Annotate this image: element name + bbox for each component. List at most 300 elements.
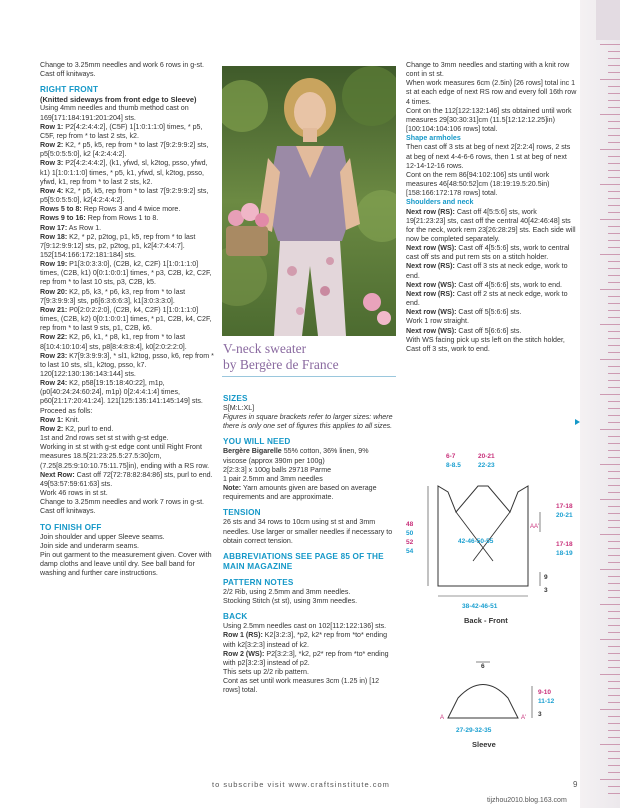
ruler-tick (608, 583, 620, 584)
instruction-text: This sets up 2/2 rib pattern. (223, 667, 309, 676)
row-label: Row 3: (40, 159, 64, 168)
ruler-tick (608, 296, 620, 297)
instruction-text: K2, p5, k3, * p6, k3, rep from * to last 7[9:3:9:9:3] sts, p6[6:3:6:6:3], k1[3:0:3:3:0]. (40, 287, 186, 305)
section-heading: BACK (223, 612, 248, 622)
instruction-text: Cast off 5[6:6:6] sts. (456, 326, 522, 335)
row-label: Row 2: (40, 424, 64, 433)
instruction-text: Join side and underarm seams. (40, 541, 139, 550)
instruction-text: Stocking Stitch (st st), using 3mm needles. (223, 597, 358, 606)
instruction-line (40, 187, 216, 205)
instruction-text: P2[3:2:3], *k2, p2* rep from *to* ending with p2[3:2:3] instead of p2. (223, 649, 389, 667)
ruler-tick (608, 513, 620, 514)
instruction-line (40, 471, 216, 489)
instruction-line (406, 107, 578, 134)
ruler-tick (608, 576, 620, 577)
section-heading: PATTERN NOTES (223, 577, 294, 587)
ruler-tick (608, 443, 620, 444)
row-label: Row 1: (40, 415, 64, 424)
row-label: Next row (WS): (406, 326, 457, 335)
instruction-line (223, 466, 393, 475)
instruction-text: K2, * p2, p2tog, p1, k5, rep from * to last 7[9:12:9:9:12] sts, p2, p2tog, p1, k2[4:7:4:4:7]. 152[154:166:172:181:184] sts. (40, 232, 196, 259)
ruler-tick (600, 639, 620, 640)
row-label: Next Row: (40, 470, 75, 479)
ruler-tick (600, 534, 620, 535)
ruler-tick (600, 79, 620, 80)
row-label: Next row (RS): (406, 289, 455, 298)
ruler-tick (608, 681, 620, 682)
instruction-line (406, 327, 578, 336)
ruler-tick (600, 604, 620, 605)
instruction-line (40, 352, 216, 379)
ruler-tick (608, 401, 620, 402)
ruler-tick (608, 275, 620, 276)
instruction-line (40, 542, 216, 551)
instruction-text: Cast off 5[5:6:6] sts. (456, 308, 522, 317)
instruction-line (40, 498, 216, 507)
instruction-text: Using 2.5mm needles cast on 102[112:122:136] sts. (223, 622, 387, 631)
ruler-tick (608, 548, 620, 549)
ruler-tick (600, 184, 620, 185)
row-label: Row 21: (40, 305, 68, 314)
row-label: Next row (WS): (406, 308, 457, 317)
section-heading: YOU WILL NEED (223, 437, 291, 447)
instruction-line (406, 281, 578, 290)
italic-note: Figures in square brackets refer to larger sizes: where there is only one set of figures this applies to all sizes. (223, 413, 393, 431)
ruler-tick (608, 58, 620, 59)
sleeve-right-a: 9-10 (538, 689, 552, 696)
instruction-line (40, 104, 216, 122)
ruler-tick (608, 422, 620, 423)
instruction-line (223, 484, 393, 502)
ruler-tick (608, 317, 620, 318)
ruler-tick (608, 191, 620, 192)
ruler-tick (608, 667, 620, 668)
ruler-tick (600, 324, 620, 325)
footer-subscribe: to subscribe visit www.craftsinstitute.com (212, 780, 390, 789)
instruction-text: 1st and 2nd rows set st st with g-st edge. (40, 434, 169, 443)
ruler-tick (608, 541, 620, 542)
ruler-tick (608, 408, 620, 409)
instruction-line (40, 379, 216, 406)
instruction-text: When work measures 6cm (2.5in) [26 rows] total inc 1 st at each edge of next RS row and every foll 16th row 4 times. (406, 79, 577, 106)
front-left-b: 50 (406, 530, 414, 537)
instruction-line (40, 533, 216, 542)
ruler-tick (608, 527, 620, 528)
instruction-line (406, 61, 578, 79)
instruction-text: Change to 3.25mm needles and work 6 rows in g-st. (40, 61, 205, 69)
instruction-line (40, 260, 216, 287)
sizes-and-back-column (223, 388, 393, 695)
instruction-text: Cast off 4[5:6:6] sts, work to end. (456, 280, 562, 289)
front-top-c: 20-21 (478, 453, 495, 460)
ruler-tick (608, 793, 620, 794)
ruler-tick (608, 702, 620, 703)
ruler-tick (608, 520, 620, 521)
ruler-tick (608, 86, 620, 87)
instruction-line (406, 79, 578, 106)
front-nine: 9 (544, 574, 548, 581)
instruction-text: Cont on the 112[122:132:146] sts obtained until work measures 29[30:30:31]cm (11.5[12:12:12.25]in) [100:104:104:106 rows] total. (406, 106, 572, 134)
section-heading: TO FINISH OFF (40, 522, 102, 532)
instruction-line (40, 551, 216, 578)
ruler-tick (608, 450, 620, 451)
sleeve-right-c: 3 (538, 711, 542, 718)
ruler-tick (600, 219, 620, 220)
instruction-text: 2/2 Rib, using 2.5mm and 3mm needles. (223, 587, 351, 596)
ruler-tick (608, 331, 620, 332)
instruction-text: Cont as set until work measures 3cm (1.25 in) [12 rows] total. (223, 677, 380, 695)
instruction-text: Change to 3.25mm needles and work 7 rows in g-st. (40, 498, 205, 507)
ruler-tick (600, 44, 620, 45)
title-line-1: V-neck sweater (223, 341, 307, 356)
back-front-caption: Back - Front (464, 616, 508, 625)
ruler-tick (608, 51, 620, 52)
section-subtitle: (Knitted sideways from front edge to Sleeve) (40, 95, 197, 105)
instruction-text: P2[4:2:4:4:2], (C5F) 1[1:0:1:1:0] times, * p5, C5F, rep from * to last 2 sts, k2. (40, 122, 203, 140)
ruler-tick (608, 695, 620, 696)
ruler-tick (608, 366, 620, 367)
pattern-title (223, 341, 395, 372)
ruler-tick (608, 485, 620, 486)
ruler-tick (608, 506, 620, 507)
instruction-line (406, 317, 578, 326)
row-label: Row 18: (40, 232, 68, 241)
front-three: 3 (544, 587, 548, 594)
ruler-tick (608, 142, 620, 143)
row-label: Next row (RS): (406, 207, 455, 216)
instruction-line (223, 597, 393, 606)
sleeve-bottom: 27-29-32-35 (456, 727, 492, 734)
front-top-d: 22-23 (478, 462, 495, 469)
armholes-and-shoulders-column (406, 61, 578, 354)
section-heading: TENSION (223, 508, 261, 518)
row-label: Row 2 (WS): (223, 649, 265, 658)
instruction-line (40, 70, 216, 79)
ruler-tick (608, 205, 620, 206)
ruler-tick (608, 723, 620, 724)
instruction-text: K2, * p5, k5, rep from * to last 7[9:2:9:9:2] sts, p5[5:0:5:5:0], k2 [4:2:4:4:2]. (40, 141, 209, 159)
ruler-tick (608, 478, 620, 479)
subsection-heading: Shape armholes (406, 134, 461, 143)
instruction-text: Proceed as folls: (40, 406, 93, 415)
instruction-text: Join shoulder and upper Sleeve seams. (40, 532, 165, 541)
model-photo (222, 66, 396, 336)
ruler-tick (600, 289, 620, 290)
ruler-tick (600, 254, 620, 255)
title-line-2: by Bergère de France (223, 356, 339, 372)
ruler-tick (608, 352, 620, 353)
front-mark-aa: AA' (530, 524, 540, 530)
instruction-line (40, 159, 216, 186)
instruction-text: Knit. (63, 415, 80, 424)
sleeve-mark-a2: A' (521, 715, 527, 721)
ruler-tick (608, 618, 620, 619)
front-left-a: 48 (406, 521, 414, 528)
ruler-tick (608, 737, 620, 738)
row-label: Row 22: (40, 333, 68, 342)
instruction-line (40, 233, 216, 260)
instruction-text: Pin out garment to the measurement given. Cover with damp cloths and leave until dry. See ball band for washing and further care instructions. (40, 550, 212, 578)
ruler-tick (600, 499, 620, 500)
row-label: Row 24: (40, 379, 68, 388)
title-divider (222, 376, 396, 377)
ruler-tick (608, 562, 620, 563)
ruler-tick (608, 198, 620, 199)
ruler-tick (600, 429, 620, 430)
ruler-tick (600, 359, 620, 360)
ruler-tick (608, 380, 620, 381)
instruction-line (223, 518, 393, 545)
row-label: Bergère Bigarelle (223, 447, 282, 456)
ruler-tick (608, 555, 620, 556)
instruction-text: Cast off 4[5:5:6] sts, work to central cast off sts and put rem sts on a stitch holder. (406, 244, 570, 262)
instruction-line (40, 443, 216, 470)
ruler-tick (608, 730, 620, 731)
instruction-line (40, 214, 216, 223)
instruction-text: Then cast off 3 sts at beg of next 2[2:2:4] rows, 2 sts at beg of next 4-4-6-6 rows, then 1 st at beg of next 12-14-12-16 rows. (406, 143, 571, 170)
instruction-line (223, 475, 393, 484)
ruler-tick (600, 114, 620, 115)
ruler-tick (608, 303, 620, 304)
front-bottom: 38-42-46-51 (462, 603, 498, 610)
row-label: Row 2: (40, 141, 64, 150)
instruction-line (40, 416, 216, 425)
instruction-text: Cast off knitways. (40, 70, 96, 79)
instruction-text: Cast off 2 sts at neck edge, work to end. (406, 289, 568, 308)
row-label: Row 1: (40, 122, 64, 131)
instruction-text: Cast off 4[5:5:6] sts, work 19[21:23:23] sts, cast off the central 40[42:46:48] sts for the neck, work rem 23[26:28:29] sts. Each side will now be completed separately. (406, 207, 576, 243)
ruler-tick (608, 660, 620, 661)
ruler-tick (600, 464, 620, 465)
ruler-tick (608, 471, 620, 472)
ruler-tick (608, 135, 620, 136)
front-right-a: 17-18 (556, 503, 573, 510)
ruler-tick (608, 688, 620, 689)
sleeve-top: 6 (481, 663, 485, 670)
ruler-tick (608, 716, 620, 717)
ruler-tick (608, 436, 620, 437)
instruction-text: Working in st st with g-st edge cont until Right Front measures 18.5[21:23:25.5:27.5:30]cm, (7.25[8.25:9:10:10.75:11.75]in), ending with a RS row. (40, 443, 210, 470)
instruction-text: 2[2:3:3] x 100g balls 29718 Parme (223, 465, 332, 474)
instruction-line (406, 345, 578, 354)
ruler-tick (608, 590, 620, 591)
row-label: Row 19: (40, 260, 68, 269)
instruction-line (223, 447, 393, 465)
front-center: 42-46-50-55 (458, 538, 494, 545)
instruction-line (40, 407, 216, 416)
blog-credit: tijzhou2010.blog.163.com (487, 797, 567, 804)
instruction-text: 26 sts and 34 rows to 10cm using st st and 3mm needles. Use larger or smaller needles if necessary to obtain correct tension. (223, 518, 393, 545)
ruler-tick (608, 345, 620, 346)
instruction-line (406, 308, 578, 317)
instruction-line (40, 288, 216, 306)
ruler-tick (608, 611, 620, 612)
instruction-line (40, 141, 216, 159)
ruler-tick (600, 744, 620, 745)
ruler-tick (608, 492, 620, 493)
ruler-tick (600, 149, 620, 150)
ruler-tick (608, 100, 620, 101)
section-heading: SIZES (223, 394, 248, 403)
instruction-line (223, 588, 393, 597)
instruction-text: Work 1 row straight. (406, 317, 469, 326)
instruction-text: Cast off 72[72:78:82:84:86] sts, purl to end. 49[53:57:59:61:63] sts. (40, 470, 213, 488)
row-label: Note: (223, 484, 242, 493)
ruler-tick (608, 177, 620, 178)
instruction-text: S[M:L:XL] (223, 404, 255, 412)
ruler-tick (608, 415, 620, 416)
front-right-d: 18-19 (556, 550, 573, 557)
sleeve-right-b: 11-12 (538, 698, 555, 705)
ruler-tick (608, 233, 620, 234)
ruler-tick (608, 72, 620, 73)
instruction-line (40, 306, 216, 333)
front-right-b: 20-21 (556, 512, 573, 519)
instruction-line (223, 404, 393, 413)
front-top-a: 6-7 (446, 453, 456, 460)
row-label: Rows 5 to 8: (40, 205, 82, 214)
subsection-heading: Shoulders and neck (406, 198, 474, 207)
sleeve-schematic (448, 662, 532, 718)
ruler-tick (608, 765, 620, 766)
ruler-tick (608, 772, 620, 773)
instruction-line (406, 262, 578, 280)
ruler-tick (608, 758, 620, 759)
ruler-tick (608, 786, 620, 787)
instruction-text: Cont on the rem 86[94:102:106] sts until work measures 46[48:50:52]cm (18:19:19.5:20.5in) [158:166:172:178 rows] total. (406, 170, 550, 198)
section-heading: ABBREVIATIONS SEE PAGE 85 OF THE MAIN MAGAZINE (223, 551, 384, 571)
sleeve-mark-a: A (440, 715, 445, 721)
instruction-text: K2, * p5, k5, rep from * to last 7[9:2:9:9:2] sts, p5[5:0:5:5:0], k2[4:2:4:4:2]. (40, 186, 209, 205)
ruler-tick (608, 170, 620, 171)
ruler-top-tab (596, 0, 620, 40)
ruler-tick (600, 569, 620, 570)
instruction-text: P2[4:2:4:4:2], (k1, yfwd, sl, k2tog, psso, yfwd, k1) 1[1:0:1:1:0] times, * p5, k1, yfwd, sl, k2tog, psso, yfwd, k1, rep from * to last 2 sts, k2. (40, 159, 208, 186)
ruler-tick (608, 310, 620, 311)
ruler-tick (608, 282, 620, 283)
instruction-text: 1 pair 2.5mm and 3mm needles (223, 474, 323, 483)
instruction-text: Change to 3mm needles and starting with a knit row cont in st st. (406, 61, 570, 79)
instruction-line (223, 677, 393, 695)
ruler-tick (608, 261, 620, 262)
instruction-line (40, 507, 216, 516)
ruler-tick (608, 387, 620, 388)
ruler-tick (600, 779, 620, 780)
instruction-text: P0[2:0:2:2:0], (C2B, k4, C2F) 1[1:0:1:1:0] times, (C2B, k2) 0[0:1:0:0:1] times, * p1, C2B, k4, C2F, rep from * to last 9 sts, p1, C2B, k6. (40, 305, 212, 333)
page-number: 9 (573, 780, 578, 789)
row-label: Row 20: (40, 287, 68, 296)
ruler-tick (600, 394, 620, 395)
ruler-tick (608, 121, 620, 122)
instruction-text: As Row 1. (67, 223, 102, 232)
ruler-tick (608, 268, 620, 269)
instruction-text: P1[3:0:3:3:0], (C2B, k2, C2F) 1[1:0:1:1:0] times, (C2B, k1) 0[0:1:0:0:1] times, * p3, C2B, k2, C2F, rep from * to last 10 sts, p3, C2B, k5. (40, 260, 212, 287)
row-label: Next row (WS): (406, 244, 457, 253)
instruction-line (406, 171, 578, 198)
ruler-tick (608, 163, 620, 164)
instruction-text: 55% cotton, 36% linen, 9% viscose (approx 390m per 100g) (223, 447, 369, 465)
instruction-line (40, 425, 216, 434)
instruction-line (40, 123, 216, 141)
instruction-line (40, 205, 216, 214)
instruction-text: With WS facing pick up sts left on the stitch holder, (406, 335, 565, 344)
section-heading: RIGHT FRONT (40, 85, 99, 95)
instruction-text: Cast off knitways. (40, 507, 96, 516)
ruler-tick (600, 709, 620, 710)
sleeve-caption: Sleeve (472, 740, 496, 749)
instruction-line (406, 336, 578, 345)
instruction-text: Rep from Rows 1 to 8. (85, 214, 159, 223)
ruler-tick (608, 128, 620, 129)
ruler-tick (608, 338, 620, 339)
row-label: Row 1 (RS): (223, 631, 263, 640)
instruction-line (406, 208, 578, 245)
ruler-tick (608, 653, 620, 654)
ruler-tick (608, 646, 620, 647)
row-label: Next row (RS): (406, 262, 455, 271)
row-label: Next row (WS): (406, 280, 457, 289)
row-label: Row 23: (40, 351, 68, 360)
row-label: Row 17: (40, 223, 68, 232)
instruction-text: Rep Rows 3 and 4 twice more. (81, 205, 181, 214)
ruler-tick (608, 107, 620, 108)
instruction-line (40, 489, 216, 498)
ruler-tick (608, 373, 620, 374)
instruction-line (223, 650, 393, 668)
right-front-column (40, 61, 216, 578)
instruction-text: K2, p6, k1, * p8, k1, rep from * to last 8[10:4:10:10:4] sts, p8[8:4:8:8:4], k0[2:0:2:2:0]. (40, 333, 187, 351)
ruler-tick (608, 625, 620, 626)
instruction-text: K2[3:2:3], *p2, k2* rep from *to* ending with k2[3:2:3] instead of k2. (223, 631, 388, 649)
measurement-schematics (398, 446, 578, 756)
ruler-tick (608, 65, 620, 66)
ruler-tick (608, 247, 620, 248)
instruction-line (40, 224, 216, 233)
ruler-tick (608, 240, 620, 241)
instruction-line (406, 143, 578, 170)
ruler-tick (600, 674, 620, 675)
instruction-line (40, 434, 216, 443)
instruction-line (223, 622, 393, 631)
instruction-text: Work 46 rows in st st. (40, 489, 108, 498)
instruction-text: K7[9:3:9:9:3], * sl1, k2tog, psso, k6, rep from * to last 10 sts, sl1, k2tog, psso, k7. 120[122:130:136:143:144] sts. (40, 351, 214, 378)
instruction-text: K2, p58[19:15:18:40:22], m1p, (p0[40:24:24:60:24], m1p) 0[2:4:4:1:4] times, p60[21:17:20:41:24]. 121[125:135:141:145:149] sts. (40, 379, 203, 406)
instruction-line (223, 631, 393, 649)
front-top-b: 8-8.5 (446, 462, 461, 469)
instruction-line (406, 244, 578, 262)
front-left-d: 54 (406, 548, 414, 555)
instruction-text: Cast off 3 sts, work to end. (406, 344, 490, 353)
instruction-line (40, 333, 216, 351)
front-right-c: 17-18 (556, 541, 573, 548)
ruler-tick (608, 156, 620, 157)
ruler-tick (608, 457, 620, 458)
instruction-line (40, 61, 216, 70)
ruler-tick (608, 93, 620, 94)
instruction-line (223, 668, 393, 677)
front-left-c: 52 (406, 539, 414, 546)
instruction-text: Using 4mm needles and thumb method cast on 169[171:184:191:201:204] sts. (40, 104, 189, 122)
instruction-line (406, 290, 578, 308)
ruler-tick (608, 751, 620, 752)
ruler-tick (608, 226, 620, 227)
row-label: Row 4: (40, 186, 64, 195)
instruction-text: Yarn amounts given are based on average requirements and are approximate. (223, 484, 377, 502)
ruler-tick (608, 632, 620, 633)
ruler-tick (608, 597, 620, 598)
instruction-text: K2, purl to end. (63, 424, 114, 433)
ruler-tick (608, 212, 620, 213)
